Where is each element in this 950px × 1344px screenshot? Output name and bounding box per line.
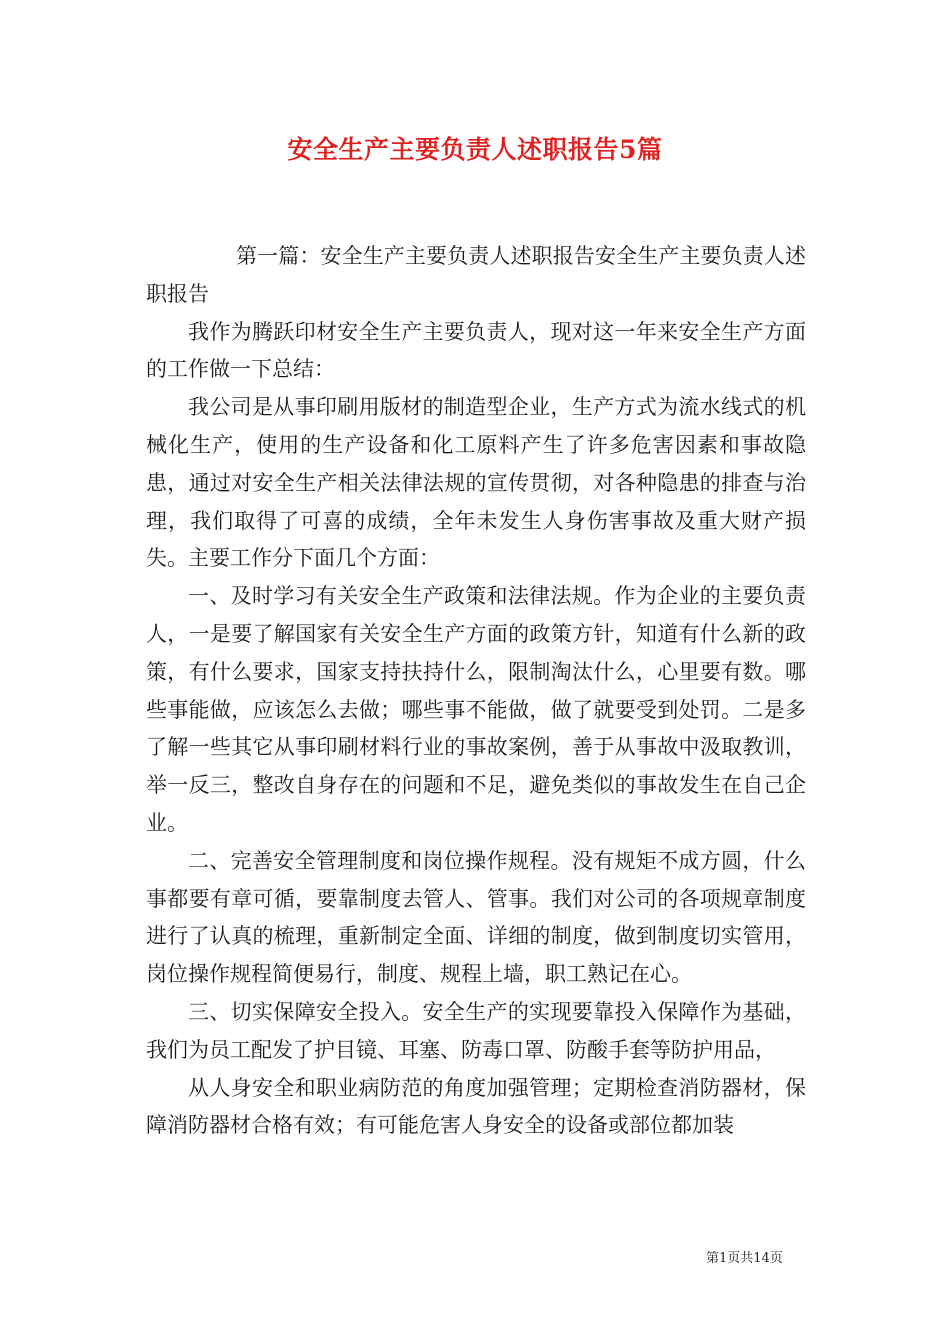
document-title: 安全生产主要负责人述职报告5篇 (287, 135, 663, 164)
paragraph: 一、及时学习有关安全生产政策和法律法规。作为企业的主要负责人，一是要了解国家有关安全生产方面的政策方针，知道有什么新的政策，有什么要求，国家支持扶持什么，限制淘汰什么，心里要有数。哪些事能做，应该怎么去做；哪些事不能做，做了就要受到处罚。二是多了解一些其它从事印刷材料行业的事故案例，善于从事故中汲取教训，举一反三，整改自身存在的问题和不足，避免类似的事故发生在自己企业。 (146, 584, 806, 835)
paragraph: 我公司是从事印刷用版材的制造型企业，生产方式为流水线式的机械化生产，使用的生产设备和化工原料产生了许多危害因素和事故隐患，通过对安全生产相关法律法规的宣传贯彻，对各种隐患的排查与治理，我们取得了可喜的成绩，全年未发生人身伤害事故及重大财产损失。主要工作分下面几个方面： (146, 395, 806, 571)
document-body (146, 238, 806, 1145)
paragraph: 三、切实保障安全投入。安全生产的实现要靠投入保障作为基础，我们为员工配发了护目镜、耳塞、防毒口罩、防酸手套等防护用品， (146, 999, 806, 1062)
paragraph: 第一篇：安全生产主要负责人述职报告安全生产主要负责人述职报告 (146, 244, 806, 306)
paragraph: 从人身安全和职业病防范的角度加强管理；定期检查消防器材，保障消防器材合格有效；有可能危害人身安全的设备或部位都加装 (146, 1075, 806, 1138)
paragraph: 二、完善安全管理制度和岗位操作规程。没有规矩不成方圆，什么事都要有章可循，要靠制度去管人、管事。我们对公司的各项规章制度进行了认真的梳理，重新制定全面、详细的制度，做到制度切实管用，岗位操作规程简便易行，制度、规程上墙，职工熟记在心。 (146, 848, 806, 987)
page-number: 第1页共14页 (706, 1251, 783, 1266)
paragraph: 我作为腾跃印材安全生产主要负责人，现对这一年来安全生产方面的工作做一下总结： (146, 319, 806, 382)
